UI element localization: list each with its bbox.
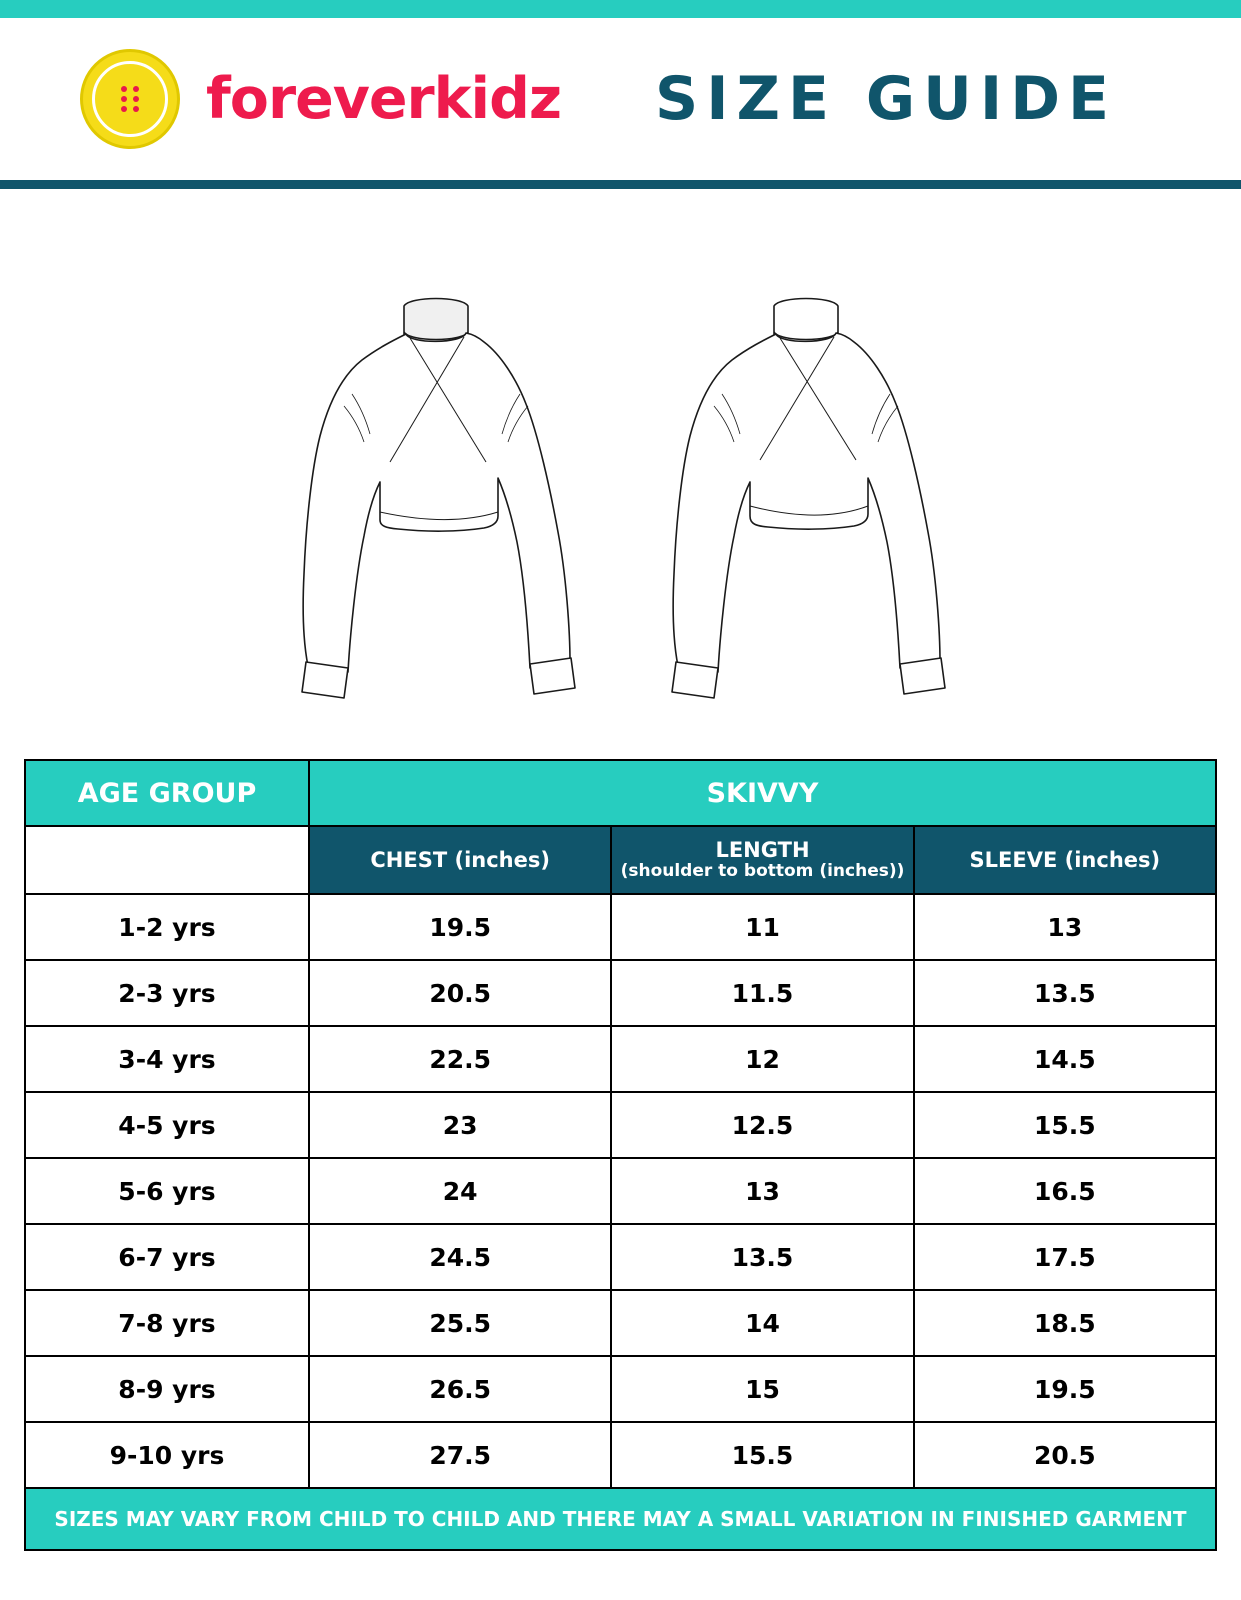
skivvy-back-illustration xyxy=(656,274,956,704)
cell-length: 11 xyxy=(611,894,913,960)
cell-chest: 25.5 xyxy=(309,1290,611,1356)
header-sleeve: SLEEVE (inches) xyxy=(914,826,1216,894)
cell-length: 12 xyxy=(611,1026,913,1092)
cell-length: 12.5 xyxy=(611,1092,913,1158)
header-product: SKIVVY xyxy=(309,760,1216,826)
cell-chest: 24.5 xyxy=(309,1224,611,1290)
button-icon xyxy=(80,49,180,149)
footer-note: SIZES MAY VARY FROM CHILD TO CHILD AND THERE MAY A SMALL VARIATION IN FINISHED GARMENT xyxy=(25,1488,1216,1550)
table-footer-row xyxy=(25,1488,1216,1550)
cell-length: 15.5 xyxy=(611,1422,913,1488)
cell-chest: 24 xyxy=(309,1158,611,1224)
button-holes xyxy=(120,86,140,112)
cell-sleeve: 17.5 xyxy=(914,1224,1216,1290)
table-header-row-top xyxy=(25,760,1216,826)
size-table-section xyxy=(0,759,1241,1551)
cell-length: 15 xyxy=(611,1356,913,1422)
cell-age: 3-4 yrs xyxy=(25,1026,309,1092)
table-row xyxy=(25,1158,1216,1224)
cell-age: 4-5 yrs xyxy=(25,1092,309,1158)
table-row xyxy=(25,1356,1216,1422)
cell-age: 6-7 yrs xyxy=(25,1224,309,1290)
cell-age: 8-9 yrs xyxy=(25,1356,309,1422)
cell-age: 2-3 yrs xyxy=(25,960,309,1026)
cell-chest: 26.5 xyxy=(309,1356,611,1422)
cell-chest: 23 xyxy=(309,1092,611,1158)
cell-chest: 20.5 xyxy=(309,960,611,1026)
table-row xyxy=(25,960,1216,1026)
cell-length: 13 xyxy=(611,1158,913,1224)
cell-length: 11.5 xyxy=(611,960,913,1026)
brand-name: foreverkidz xyxy=(206,66,562,132)
table-row xyxy=(25,1224,1216,1290)
header-blank xyxy=(25,826,309,894)
size-chart-table xyxy=(24,759,1217,1551)
header-length-main: LENGTH xyxy=(715,838,810,863)
table-row xyxy=(25,1290,1216,1356)
table-row xyxy=(25,1422,1216,1488)
header-chest: CHEST (inches) xyxy=(309,826,611,894)
cell-sleeve: 13.5 xyxy=(914,960,1216,1026)
cell-length: 13.5 xyxy=(611,1224,913,1290)
cell-chest: 19.5 xyxy=(309,894,611,960)
header-length xyxy=(611,826,913,894)
cell-sleeve: 14.5 xyxy=(914,1026,1216,1092)
cell-sleeve: 18.5 xyxy=(914,1290,1216,1356)
brand-lockup xyxy=(80,49,561,149)
garment-illustrations xyxy=(0,189,1241,759)
cell-chest: 27.5 xyxy=(309,1422,611,1488)
page-header xyxy=(0,18,1241,180)
cell-length: 14 xyxy=(611,1290,913,1356)
cell-sleeve: 20.5 xyxy=(914,1422,1216,1488)
cell-sleeve: 19.5 xyxy=(914,1356,1216,1422)
table-header-row-columns xyxy=(25,826,1216,894)
cell-chest: 22.5 xyxy=(309,1026,611,1092)
cell-sleeve: 15.5 xyxy=(914,1092,1216,1158)
cell-age: 9-10 yrs xyxy=(25,1422,309,1488)
top-accent-bar xyxy=(0,0,1241,18)
table-row xyxy=(25,894,1216,960)
header-divider xyxy=(0,180,1241,189)
button-inner-ring xyxy=(92,61,168,137)
table-row xyxy=(25,1092,1216,1158)
table-row xyxy=(25,1026,1216,1092)
page-title: SIZE GUIDE xyxy=(655,64,1118,134)
cell-sleeve: 16.5 xyxy=(914,1158,1216,1224)
header-age-group: AGE GROUP xyxy=(25,760,309,826)
header-length-sub: (shoulder to bottom (inches)) xyxy=(620,861,905,882)
cell-age: 7-8 yrs xyxy=(25,1290,309,1356)
cell-age: 1-2 yrs xyxy=(25,894,309,960)
cell-sleeve: 13 xyxy=(914,894,1216,960)
cell-age: 5-6 yrs xyxy=(25,1158,309,1224)
skivvy-front-illustration xyxy=(286,274,586,704)
